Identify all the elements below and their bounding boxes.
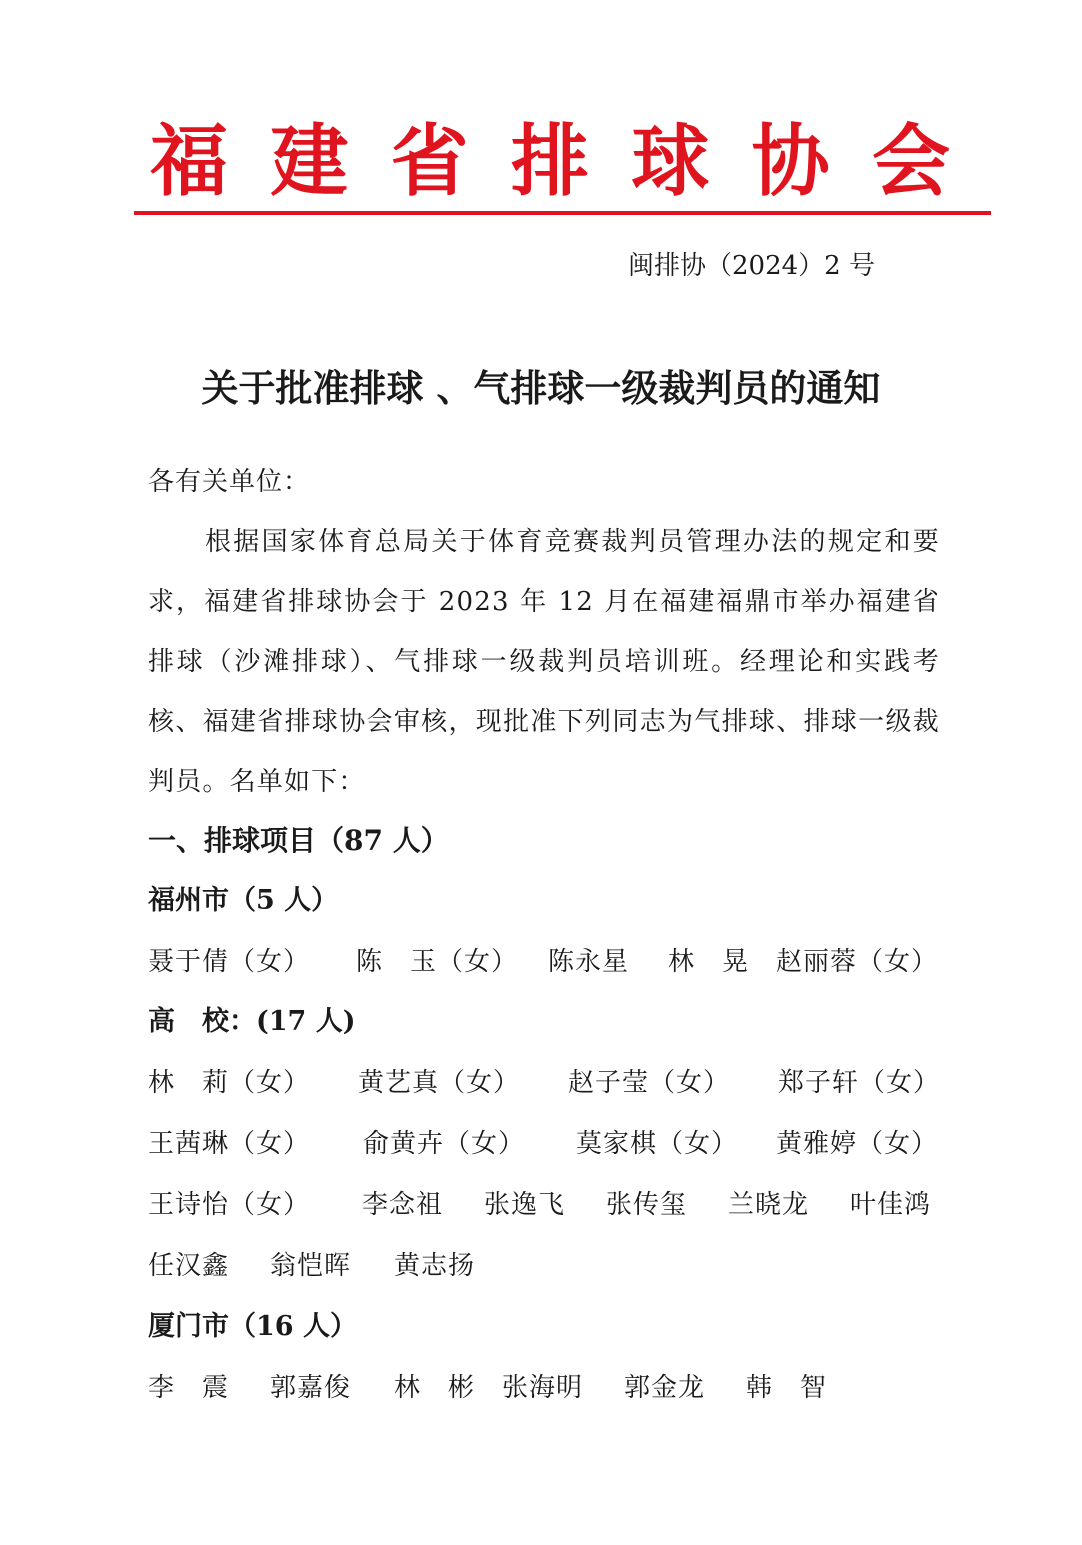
referee-name: 黄雅婷（女） [776, 1129, 939, 1159]
group-heading-xiamen: 厦门市（16 人） [148, 1311, 357, 1342]
group-heading-universities: 高 校：(17 人) [148, 1006, 356, 1037]
letterhead-char: 建 [270, 116, 349, 207]
group-heading-fuzhou: 福州市（5 人） [148, 885, 339, 916]
referee-name: 林 彬 [394, 1373, 476, 1403]
referee-name: 郭嘉俊 [270, 1373, 352, 1403]
referee-name: 陈永星 [548, 947, 630, 977]
document-title: 关于批准排球 、气排球一级裁判员的通知 [201, 367, 881, 410]
body-paragraph: 根据国家体育总局关于体育竞赛裁判员管理办法的规定和要求，福建省排球协会于 2023 年 12 月在福建福鼎市举办福建省排球（沙滩排球）、气排球一级裁判员培训班。经理论和实践考核、福建省排球协会审核，现批准下列同志为气排球、排球一级裁判员。名单如下： [148, 527, 940, 797]
referee-name: 张逸飞 [484, 1190, 566, 1220]
letterhead-char: 球 [631, 116, 710, 207]
referee-name: 张海明 [502, 1373, 584, 1403]
referee-name: 聂于倩（女） [148, 947, 311, 977]
referee-name: 张传玺 [606, 1190, 688, 1220]
letterhead-char: 协 [751, 116, 830, 207]
letterhead-char: 省 [390, 116, 469, 207]
referee-name: 李念祖 [362, 1190, 444, 1220]
letterhead-char: 排 [510, 116, 589, 207]
referee-name: 翁恺晖 [270, 1251, 352, 1281]
referee-name: 林 晃 [668, 947, 750, 977]
referee-name: 郑子轩（女） [778, 1068, 941, 1098]
referee-name: 黄艺真（女） [358, 1068, 521, 1098]
letterhead-divider [134, 211, 991, 215]
referee-name: 兰晓龙 [728, 1190, 810, 1220]
referee-name: 陈 玉（女） [356, 947, 519, 977]
section-heading-volleyball: 一、排球项目（87 人） [148, 824, 449, 857]
referee-name: 赵子莹（女） [568, 1068, 731, 1098]
letterhead-char: 福 [150, 116, 229, 207]
referee-name: 王茜琳（女） [148, 1129, 311, 1159]
document-number: 闽排协（2024）2 号 [628, 251, 875, 281]
referee-name: 王诗怡（女） [148, 1190, 311, 1220]
referee-name: 韩 智 [746, 1373, 828, 1403]
referee-name: 黄志扬 [394, 1251, 476, 1281]
referee-name: 任汉鑫 [148, 1251, 230, 1281]
referee-name: 郭金龙 [624, 1373, 706, 1403]
referee-name: 莫家棋（女） [576, 1129, 739, 1159]
referee-name: 赵丽蓉（女） [776, 947, 939, 977]
referee-name: 林 莉（女） [148, 1068, 311, 1098]
letterhead-title [150, 112, 950, 212]
letterhead-char: 会 [871, 116, 950, 207]
referee-name: 叶佳鸿 [850, 1190, 932, 1220]
referee-name: 李 震 [148, 1373, 230, 1403]
referee-name: 俞黄卉（女） [363, 1129, 526, 1159]
salutation: 各有关单位： [148, 467, 311, 497]
